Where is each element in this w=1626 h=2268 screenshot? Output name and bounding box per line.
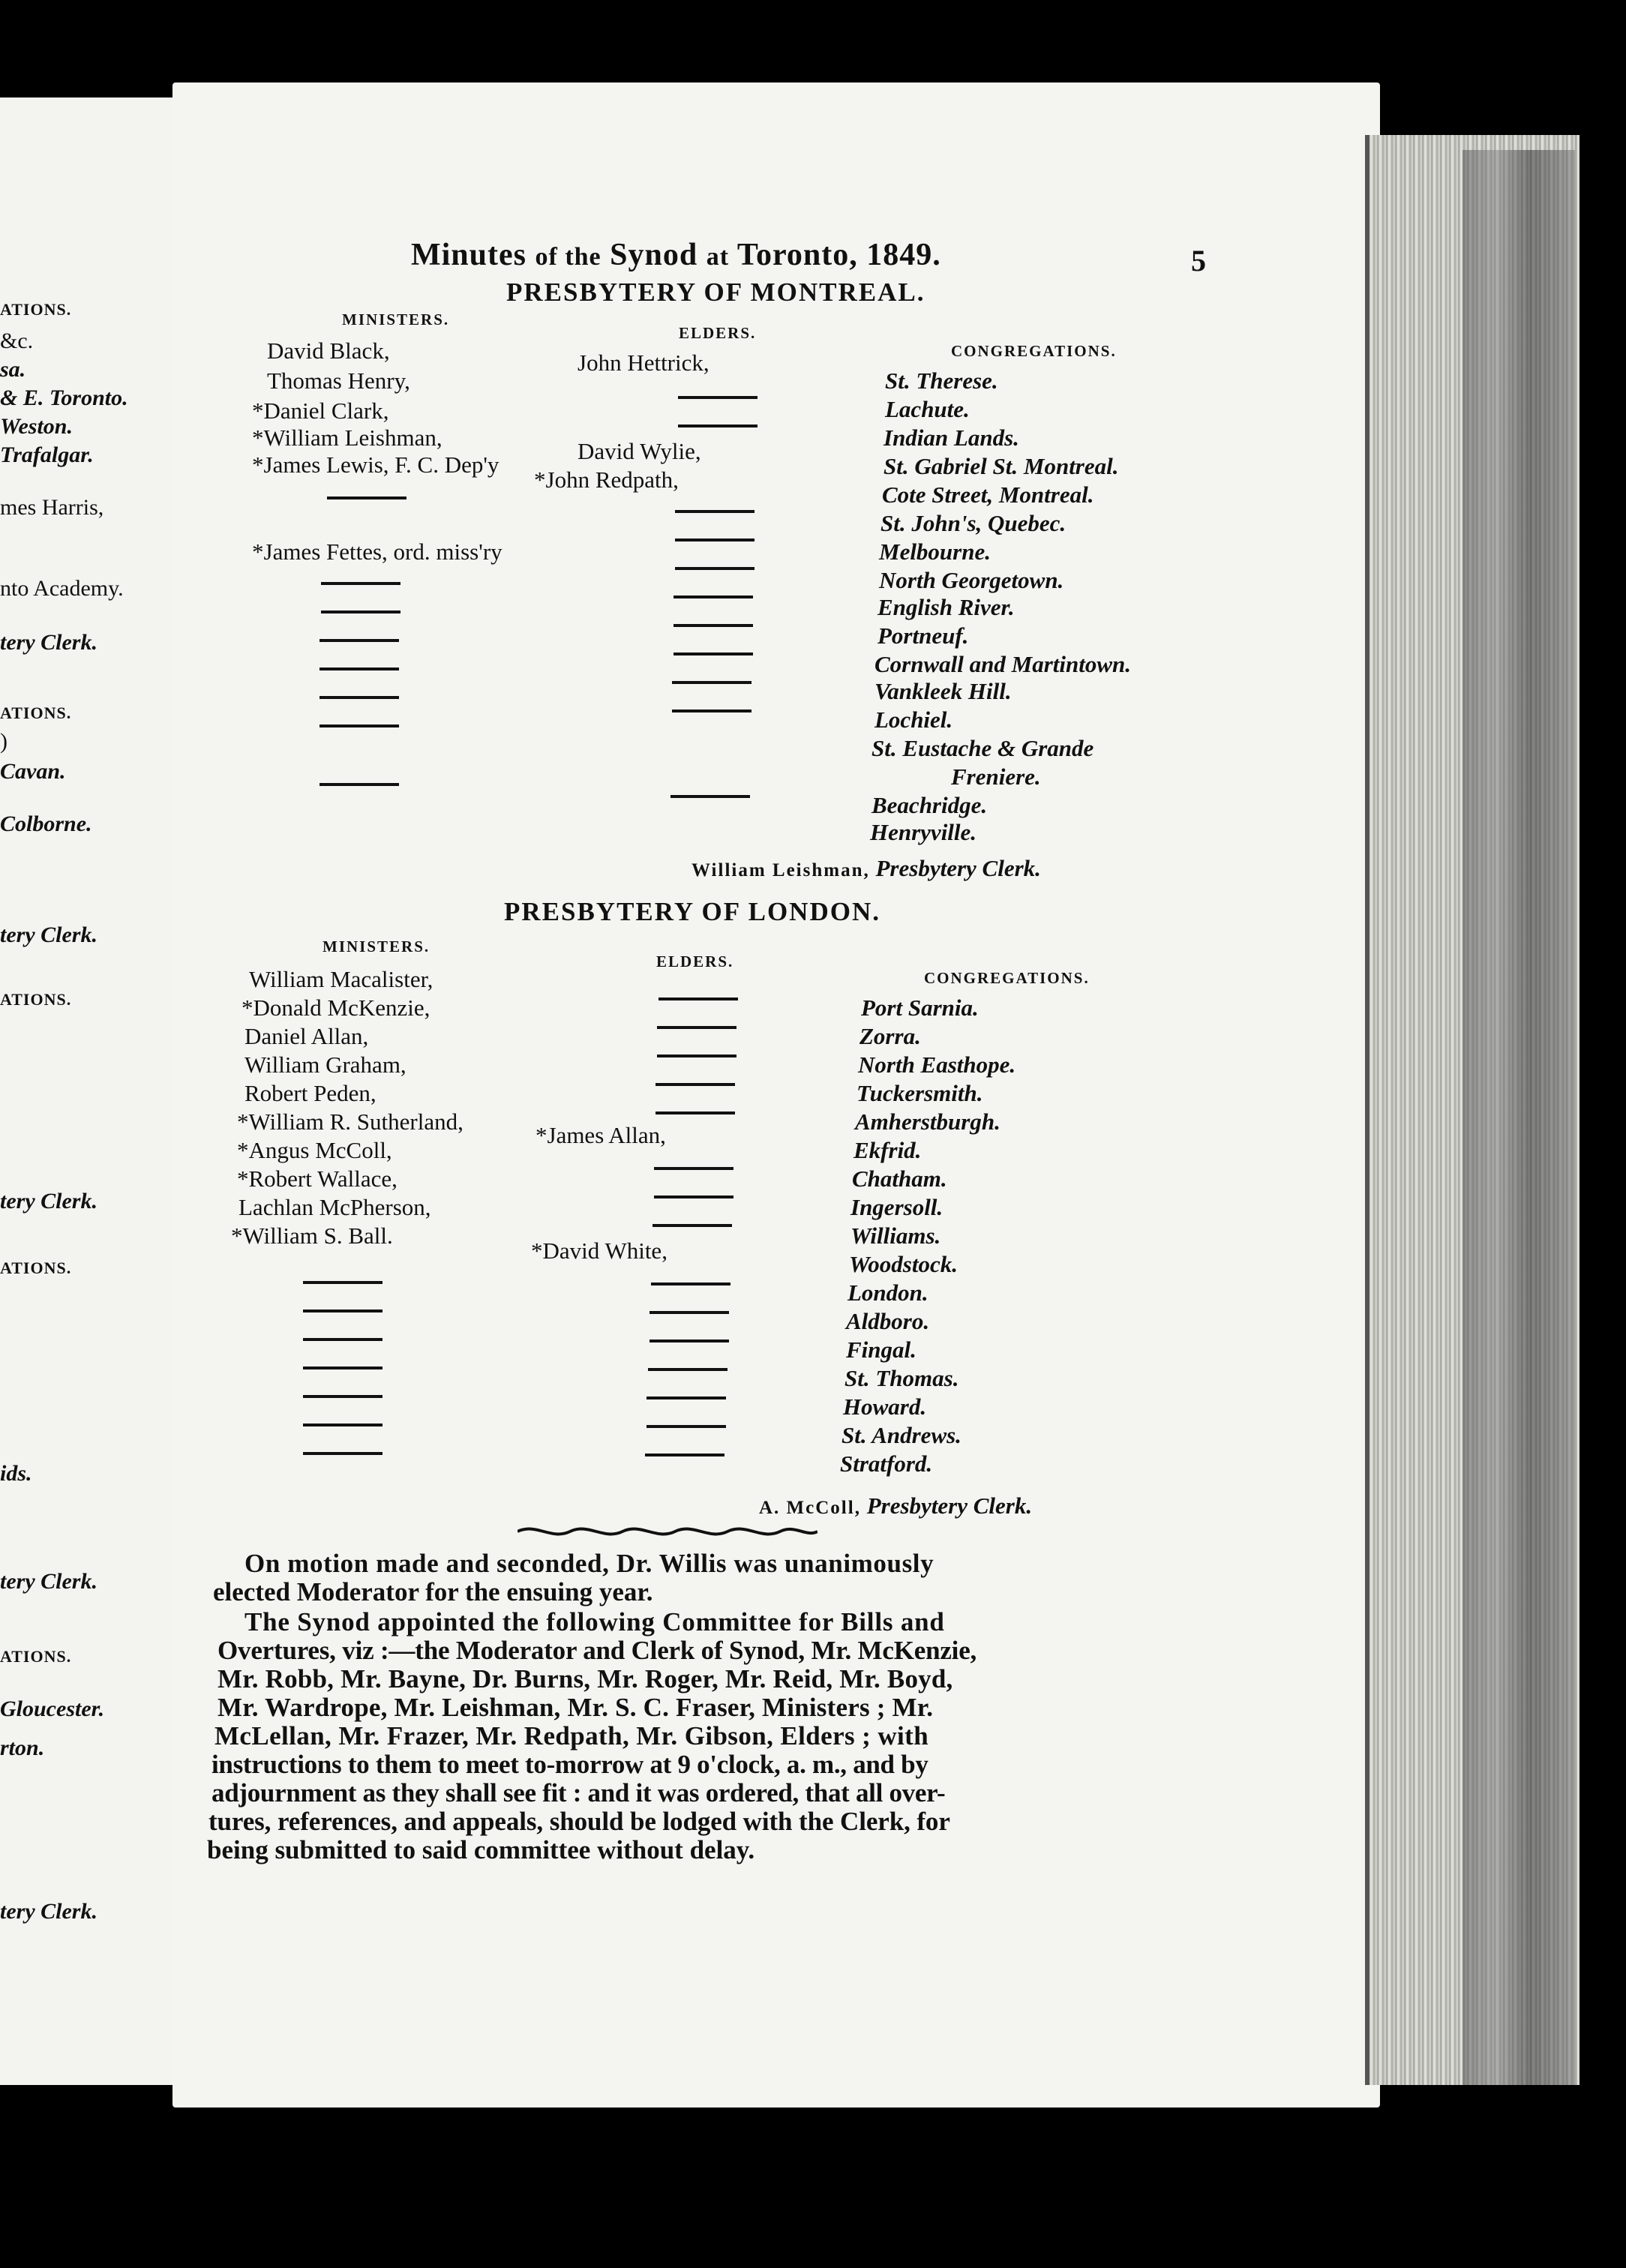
left-fragment: tery Clerk. [0, 630, 98, 655]
montreal-congregation: Portneuf. [878, 622, 969, 649]
montreal-congregation: North Georgetown. [879, 567, 1064, 593]
london-congregation: Stratford. [840, 1450, 933, 1477]
london-minister: *Donald McKenzie, [242, 994, 430, 1021]
left-fragment: tery Clerk. [0, 1189, 98, 1214]
left-fragment: ATIONS. [0, 990, 72, 1009]
montreal-clerk-name: William Leishman, [692, 860, 870, 880]
left-fragment: Gloucester. [0, 1696, 105, 1721]
montreal-congregation: English River. [878, 594, 1015, 620]
london-elder: *David White, [531, 1238, 668, 1264]
left-fragment: ATIONS. [0, 300, 72, 319]
body-line: The Synod appointed the following Committee for Bills and [244, 1607, 945, 1636]
montreal-ministers-heading: MINISTERS. [342, 310, 450, 328]
london-minister: William Macalister, [249, 966, 434, 992]
montreal-congregation: Lachute. [885, 396, 970, 422]
london-minister: Lachlan McPherson, [238, 1194, 431, 1220]
london-congregation: Port Sarnia. [861, 994, 979, 1021]
left-fragment: tery Clerk. [0, 1569, 98, 1594]
left-fragment: & E. Toronto. [0, 386, 128, 410]
montreal-minister: *James Fettes, ord. miss'ry [252, 538, 502, 565]
left-fragment: rton. [0, 1736, 45, 1760]
montreal-minister: *Daniel Clark, [252, 398, 389, 424]
left-fragment: ATIONS. [0, 704, 72, 722]
body-line: Mr. Robb, Mr. Bayne, Dr. Burns, Mr. Roger, Mr. Reid, Mr. Boyd, [218, 1664, 953, 1694]
montreal-elders-heading: ELDERS. [679, 324, 757, 342]
montreal-title: PRESBYTERY OF MONTREAL. [506, 278, 926, 307]
london-clerk-name: A. McColl, [759, 1498, 861, 1518]
montreal-congregation: Freniere. [951, 764, 1041, 790]
london-minister: *William R. Sutherland, [237, 1108, 464, 1135]
body-line: adjournment as they shall see fit : and it was ordered, that all over- [212, 1778, 946, 1808]
london-congregation: Fingal. [846, 1336, 916, 1363]
montreal-congregation: Lochiel. [874, 706, 953, 733]
left-fragment: tery Clerk. [0, 1899, 98, 1924]
left-fragment: &c. [0, 328, 34, 353]
body-line: elected Moderator for the ensuing year. [213, 1577, 653, 1606]
london-congregation: North Easthope. [858, 1052, 1016, 1078]
body-line: On motion made and seconded, Dr. Willis was unanimously [244, 1549, 934, 1578]
london-congregation: Woodstock. [849, 1251, 958, 1277]
montreal-clerk-title: Presbytery Clerk. [875, 855, 1041, 881]
london-congregation: Aldboro. [846, 1308, 930, 1334]
montreal-congregation: Indian Lands. [884, 424, 1019, 451]
book-cover-edge [1462, 150, 1575, 2085]
page-number: 5 [1191, 244, 1206, 278]
london-minister: William Graham, [244, 1052, 406, 1078]
montreal-minister: David Black, [267, 338, 390, 364]
left-fragment: Weston. [0, 414, 73, 439]
montreal-minister: Thomas Henry, [267, 368, 410, 394]
london-elders-heading: ELDERS. [656, 952, 734, 970]
london-congregation: St. Thomas. [844, 1365, 959, 1391]
running-header [411, 237, 941, 273]
montreal-congregation: Beachridge. [872, 792, 988, 818]
montreal-elder: *John Redpath, [534, 466, 679, 493]
london-minister: Daniel Allan, [244, 1023, 369, 1049]
montreal-congregation: St. Therese. [885, 368, 998, 394]
body-line: Mr. Wardrope, Mr. Leishman, Mr. S. C. Fraser, Ministers ; Mr. [218, 1693, 934, 1722]
montreal-congregation: Melbourne. [879, 538, 991, 565]
london-title: PRESBYTERY OF LONDON. [504, 897, 880, 926]
london-minister: *Angus McColl, [237, 1137, 392, 1163]
montreal-congregation: Henryville. [870, 819, 977, 845]
london-clerk-title: Presbytery Clerk. [866, 1492, 1033, 1519]
montreal-minister: *William Leishman, [252, 424, 442, 451]
header-at: at [706, 243, 730, 271]
body-line: being submitted to said committee without delay. [207, 1835, 755, 1864]
header-synod: Synod [610, 238, 698, 272]
left-fragment: mes Harris, [0, 495, 104, 520]
montreal-congregation: Vankleek Hill. [874, 678, 1012, 704]
montreal-elder: David Wylie, [578, 438, 701, 464]
body-line: instructions to them to meet to-morrow at 9 o'clock, a. m., and by [212, 1750, 928, 1779]
london-congregation: Ingersoll. [850, 1194, 944, 1220]
left-fragment: nto Academy. [0, 576, 124, 601]
montreal-congregation: St. John's, Quebec. [880, 510, 1066, 536]
header-minutes: Minutes [411, 238, 526, 272]
left-fragment: ids. [0, 1461, 32, 1486]
left-fragment: tery Clerk. [0, 922, 98, 947]
montreal-minister: *James Lewis, F. C. Dep'y [252, 452, 500, 478]
left-fragment: ) [0, 729, 8, 754]
london-congregation: Howard. [843, 1394, 927, 1420]
left-fragment: ATIONS. [0, 1647, 72, 1666]
ornamental-rule [518, 1518, 818, 1545]
left-fragment: Trafalgar. [0, 442, 94, 467]
london-congregation: Williams. [850, 1222, 941, 1249]
london-minister: *William S. Ball. [231, 1222, 393, 1249]
montreal-congregation: Cornwall and Martintown. [874, 651, 1131, 677]
london-minister: Robert Peden, [244, 1080, 376, 1106]
body-line: Overtures, viz :—the Moderator and Clerk of Synod, Mr. McKenzie, [218, 1636, 977, 1665]
left-fragment: ATIONS. [0, 1258, 72, 1277]
montreal-congregations-heading: CONGREGATIONS. [951, 342, 1117, 360]
london-congregation: Tuckersmith. [856, 1080, 983, 1106]
header-of-the: of the [535, 243, 602, 271]
montreal-congregation: Cote Street, Montreal. [882, 482, 1094, 508]
london-congregation: London. [848, 1280, 928, 1306]
london-congregation: Amherstburgh. [855, 1108, 1000, 1135]
montreal-congregation: St. Eustache & Grande [872, 735, 1094, 761]
london-elder: *James Allan, [536, 1122, 666, 1148]
left-facing-page [0, 98, 196, 2085]
body-line: tures, references, and appeals, should be lodged with the Clerk, for [208, 1807, 950, 1836]
header-place-year: Toronto, 1849. [736, 238, 941, 272]
montreal-elder: John Hettrick, [578, 350, 710, 376]
london-congregation: St. Andrews. [842, 1422, 962, 1448]
london-clerk [759, 1492, 1032, 1520]
london-ministers-heading: MINISTERS. [322, 938, 430, 956]
left-fragment: sa. [0, 357, 26, 382]
montreal-congregation: St. Gabriel St. Montreal. [884, 453, 1119, 479]
left-fragment: Colborne. [0, 812, 92, 836]
london-congregation: Zorra. [860, 1023, 921, 1049]
london-congregation: Chatham. [852, 1166, 947, 1192]
body-line: McLellan, Mr. Frazer, Mr. Redpath, Mr. Gibson, Elders ; with [214, 1721, 929, 1750]
montreal-clerk [692, 855, 1041, 882]
london-minister: *Robert Wallace, [237, 1166, 398, 1192]
london-congregation: Ekfrid. [854, 1137, 922, 1163]
left-fragment: Cavan. [0, 759, 66, 784]
london-congregations-heading: CONGREGATIONS. [924, 969, 1090, 987]
